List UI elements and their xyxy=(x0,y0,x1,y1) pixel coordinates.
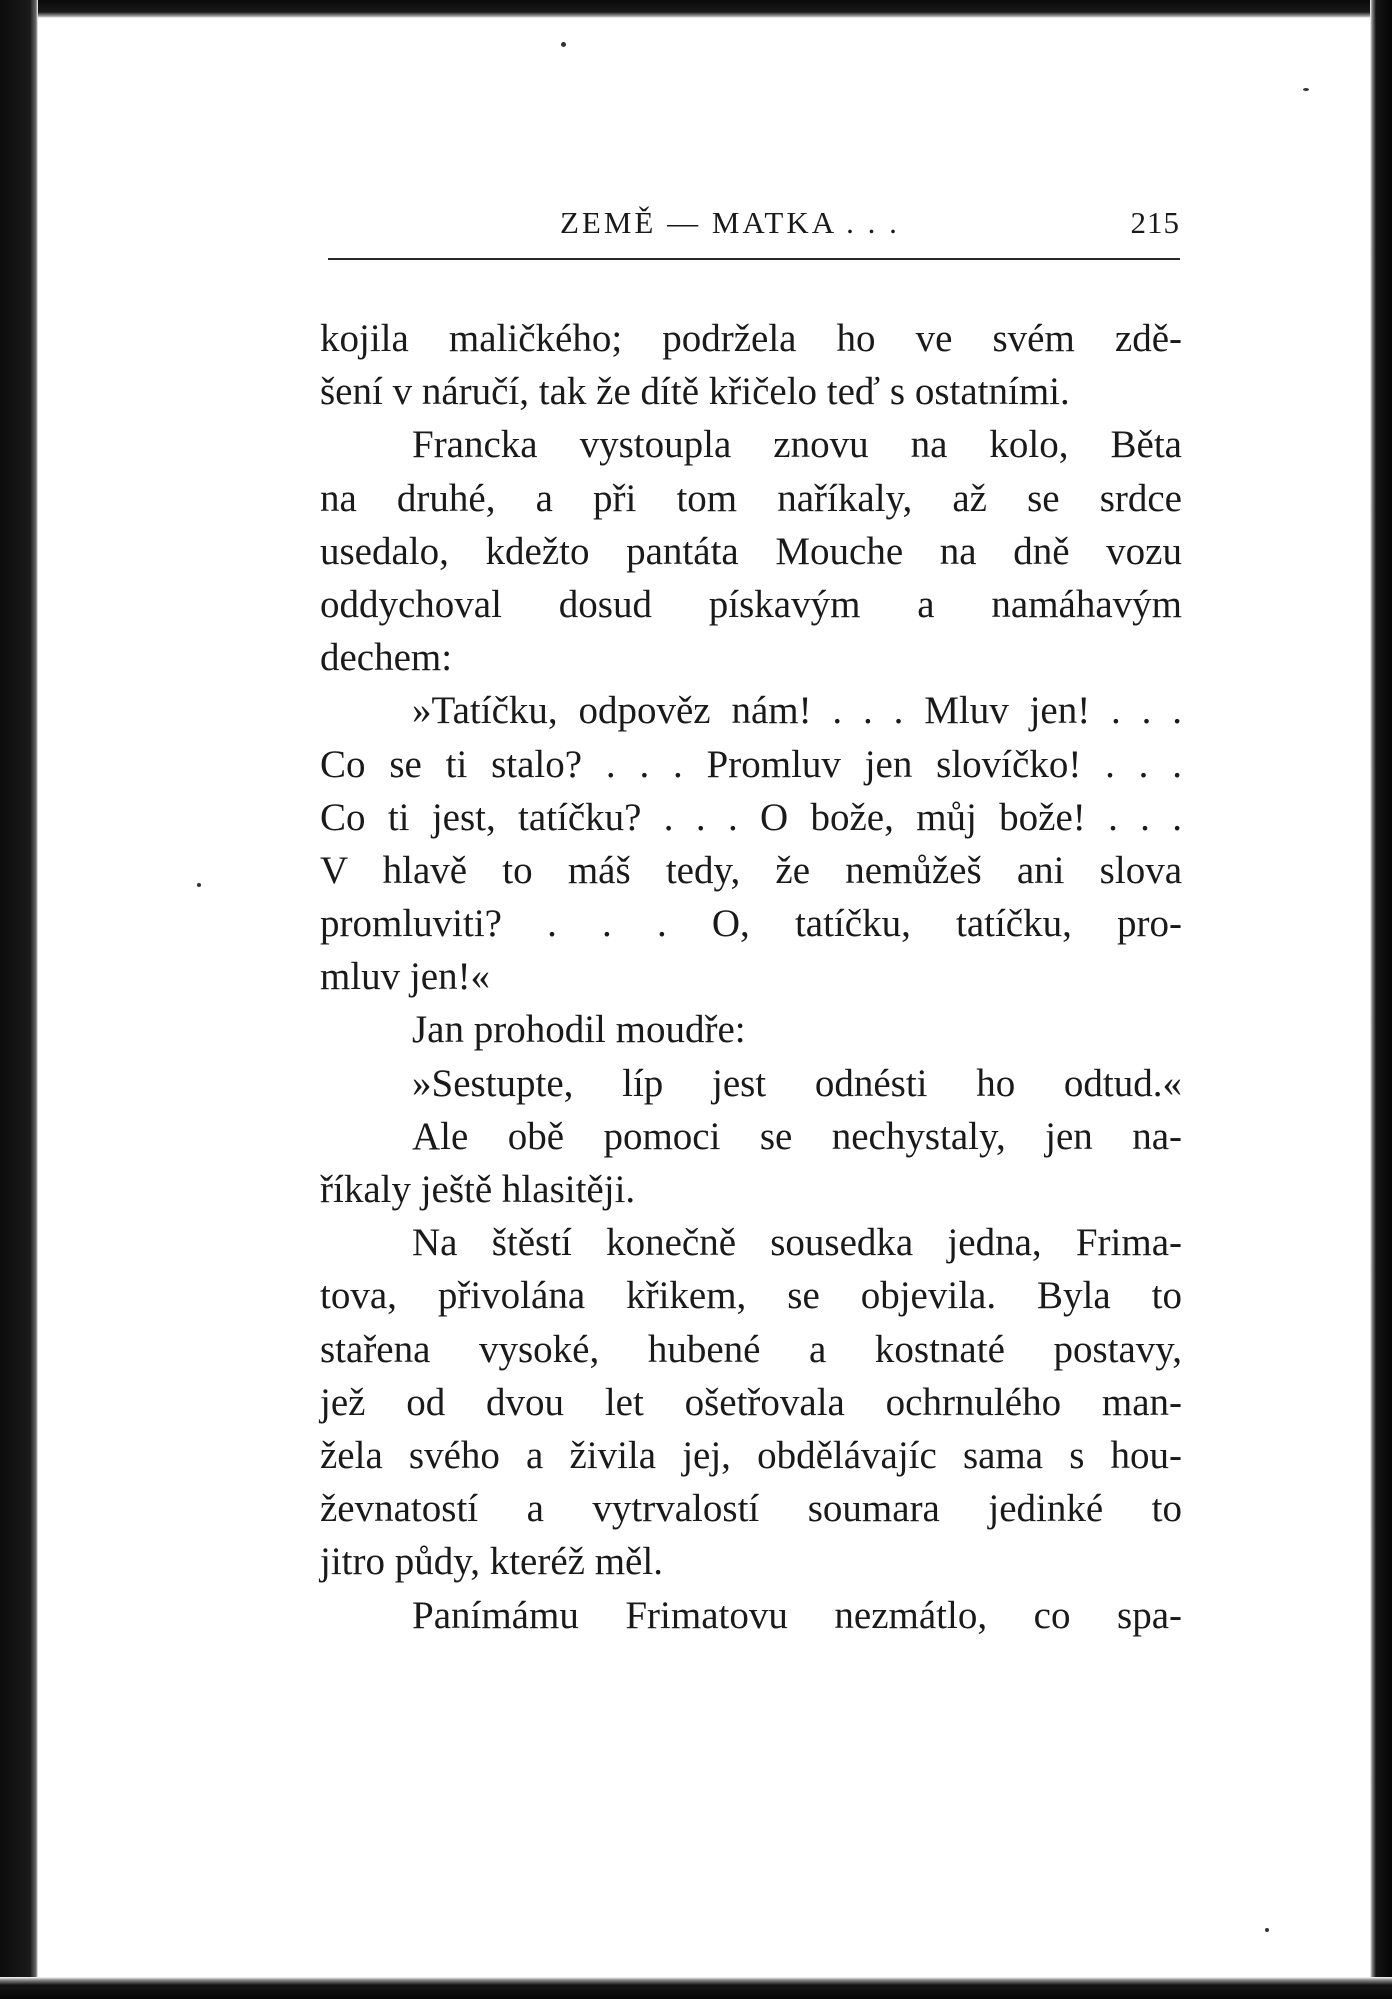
text-line: Francka vystoupla znovu na kolo, Běta xyxy=(412,423,1182,467)
scan-speck xyxy=(1265,1928,1269,1932)
text-line: ževnatostí a vytrvalostí soumara jedinké to xyxy=(320,1487,1182,1531)
text-line: kojila maličkého; podržela ho ve svém zdě- xyxy=(320,317,1182,360)
text-line: usedalo, kdežto pantáta Mouche na dně vozu xyxy=(320,529,1182,573)
scan-edge-left xyxy=(0,0,38,1999)
scan-edge-top xyxy=(0,0,1392,18)
text-line: šení v náručí, tak že dítě křičelo teď s ostatními. xyxy=(320,370,1070,414)
text-line: Ale obě pomoci se nechystaly, jen na- xyxy=(412,1114,1182,1158)
text-line: dechem: xyxy=(320,636,453,680)
text-line: promluviti? . . . O, tatíčku, tatíčku, pro- xyxy=(320,902,1182,946)
text-line: stařena vysoké, hubené a kostnaté postavy, xyxy=(320,1327,1182,1371)
text-line: Co ti jest, tatíčku? . . . O bože, můj bože! . . . xyxy=(320,795,1182,839)
scan-speck xyxy=(1303,88,1309,91)
text-line: jež od dvou let ošetřovala ochrnulého man- xyxy=(320,1380,1182,1424)
text-line: Jan prohodil moudře: xyxy=(412,1008,746,1052)
page-header xyxy=(323,205,1180,255)
body-text xyxy=(320,312,1182,1642)
text-line: oddychoval dosud pískavým a namáhavým xyxy=(320,582,1182,626)
text-line: mluv jen!« xyxy=(320,955,491,999)
text-line: »Sestupte, líp jest odnésti ho odtud.« xyxy=(412,1061,1182,1105)
header-rule xyxy=(328,258,1180,260)
text-line: říkaly ještě hlasitěji. xyxy=(320,1168,636,1211)
text-line: V hlavě to máš tedy, že nemůžeš ani slova xyxy=(320,848,1182,892)
scan-speck xyxy=(197,883,201,887)
scan-edge-right xyxy=(1370,0,1392,1999)
text-line: na druhé, a při tom naříkaly, až se srdce xyxy=(320,476,1182,520)
text-line: jitro půdy, kteréž měl. xyxy=(320,1540,663,1584)
scan-edge-bottom xyxy=(0,1977,1392,1999)
text-line: tova, přivolána křikem, se objevila. Byla to xyxy=(320,1274,1182,1318)
text-line: žela svého a živila jej, obdělávajíc sama s hou- xyxy=(320,1433,1182,1477)
scan-speck xyxy=(561,42,566,47)
text-line: Na štěstí konečně sousedka jedna, Frima- xyxy=(412,1221,1182,1265)
text-line: »Tatíčku, odpověz nám! . . . Mluv jen! . . . xyxy=(412,689,1182,733)
text-line: Panímámu Frimatovu nezmátlo, co spa- xyxy=(412,1593,1182,1637)
text-line: Co se ti stalo? . . . Promluv jen slovíčko! . . . xyxy=(320,742,1182,786)
running-title: ZEMĚ — MATKA . . . xyxy=(560,205,900,240)
page-number: 215 xyxy=(1130,205,1180,240)
